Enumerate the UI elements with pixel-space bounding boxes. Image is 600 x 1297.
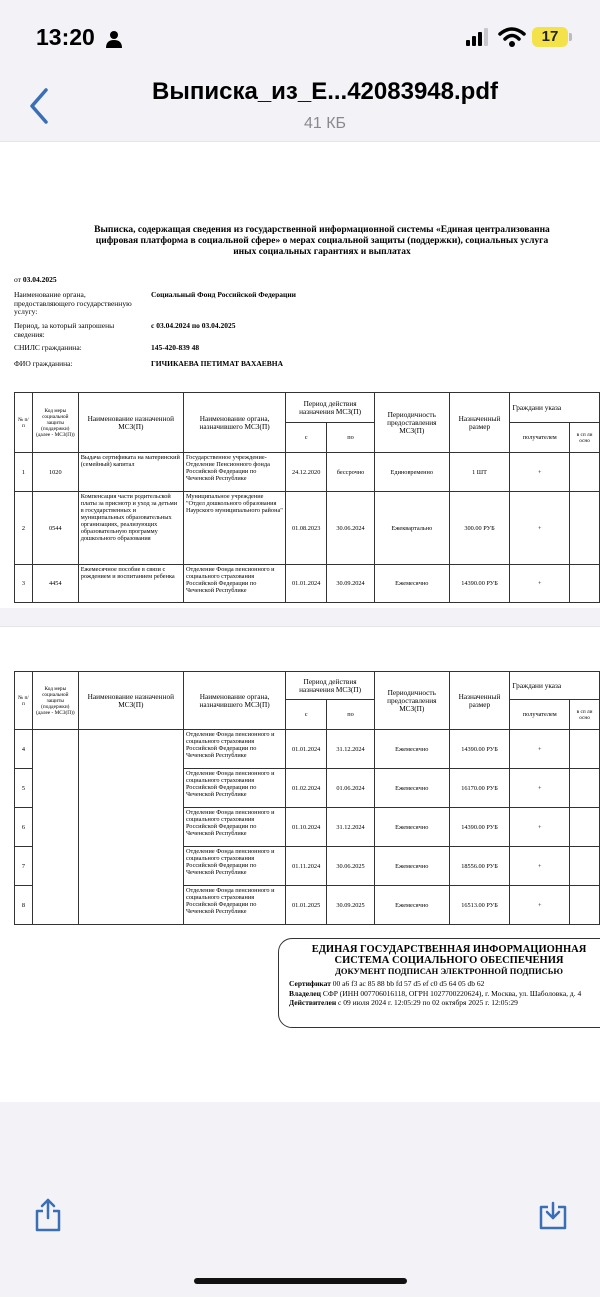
cell-code: 1020: [32, 453, 78, 492]
title-line: Выписка, содержащая сведения из государственной информационной системы «Единая централизованна: [94, 225, 550, 235]
cell-from: 24.12.2020: [286, 453, 327, 492]
cell-num: 1: [15, 453, 33, 492]
stamp-owner: Владелец СФР (ИНН 007706016118, ОГРН 1027700220624), г. Москва, ул. Шаболовка, д. 4: [289, 988, 582, 998]
cell-org: Отделение Фонда пенсионного и социального страхования Российской Федерации по Чеченской Республике: [183, 847, 285, 886]
cell-from: 01.02.2024: [286, 769, 327, 808]
measures-table-page-1: [14, 392, 600, 603]
cell-to: 31.12.2024: [327, 730, 375, 769]
battery-indicator: 17: [532, 27, 568, 47]
cell-name: Ежемесячное пособие в связи с рождением и воспитанием ребенка: [78, 565, 183, 603]
cell-periodicity: Единовременно: [374, 453, 449, 492]
header-to: по: [327, 700, 375, 730]
cell-other: [570, 769, 600, 808]
cell-amount: 14390.00 РУБ: [449, 565, 510, 603]
table-row: [15, 453, 600, 492]
cell-org: Отделение Фонда пенсионного и социального страхования Российской Федерации по Чеченской Республике: [183, 808, 285, 847]
cell-recipient: +: [510, 492, 570, 565]
download-icon[interactable]: [538, 1200, 568, 1230]
header-org: Наименование органа, назначившего МСЗ(П): [183, 393, 285, 453]
cell-to: 01.06.2024: [327, 769, 375, 808]
cell-to: 30.09.2025: [327, 886, 375, 925]
header-citizen: Граждани указа: [510, 672, 600, 700]
cell-num: 8: [15, 886, 33, 925]
header-name: Наименование назначенной МСЗ(П): [78, 393, 183, 453]
header-other: в сп ли осно: [570, 700, 600, 730]
header-period: Период действия назначения МСЗ(П): [286, 393, 375, 423]
cell-other: [570, 886, 600, 925]
header-periodicity: Периодичность предоставления МСЗ(П): [374, 393, 449, 453]
share-icon[interactable]: [34, 1198, 62, 1232]
cell-num: 5: [15, 769, 33, 808]
cell-to: 30.06.2025: [327, 847, 375, 886]
cell-code: 4454: [32, 565, 78, 603]
stamp-details: [289, 979, 599, 1008]
cell-other: [570, 453, 600, 492]
cell-name-merged: [78, 730, 183, 925]
cell-org: Отделение Фонда пенсионного и социального страхования Российской Федерации по Чеченской Республике: [183, 886, 285, 925]
header-periodicity: Периодичность предоставления МСЗ(П): [374, 672, 449, 730]
field-label-fio: ФИО гражданина:: [14, 359, 73, 368]
stamp-certificate: Сертификат 00 a6 f3 ac 85 88 bb fd 57 d5 ef c0 d5 64 05 db 62: [289, 979, 485, 988]
cell-from: 01.01.2024: [286, 565, 327, 603]
header-citizen: Граждани указа: [510, 393, 600, 423]
cell-to: 30.06.2024: [327, 492, 375, 565]
field-value-period: с 03.04.2024 по 03.04.2025: [151, 321, 236, 330]
cell-recipient: +: [510, 886, 570, 925]
wifi-icon: [498, 26, 526, 48]
cell-to: бессрочно: [327, 453, 375, 492]
cell-amount: 1 ШТ: [449, 453, 510, 492]
field-label-period: Период, за который запрошены сведения:: [14, 321, 115, 339]
cell-recipient: +: [510, 565, 570, 603]
cell-recipient: +: [510, 730, 570, 769]
header-org: Наименование органа, назначившего МСЗ(П): [183, 672, 285, 730]
header-to: по: [327, 423, 375, 453]
measures-table-page-2: [14, 671, 600, 925]
document-date: от 03.04.2025: [14, 275, 57, 284]
cell-amount: 18556.00 РУБ: [449, 847, 510, 886]
title-line: цифровая платформа в социальной сфере» о мерах социальной защиты (поддержки), социальных услуга: [95, 236, 549, 246]
cell-from: 01.01.2025: [286, 886, 327, 925]
cell-org: Муниципальное учреждение "Отдел дошкольного образования Наурского муниципального района": [183, 492, 285, 565]
header-recipient: получателем: [510, 700, 570, 730]
header-code: Код меры социальной защиты (поддержки) (далее - МСЗ(П)): [32, 672, 78, 730]
header-from: с: [286, 423, 327, 453]
cell-num: 4: [15, 730, 33, 769]
header-num: № п/п: [15, 393, 33, 453]
stamp-heading: [307, 944, 591, 966]
cell-recipient: +: [510, 769, 570, 808]
cell-to: 30.09.2024: [327, 565, 375, 603]
cell-recipient: +: [510, 808, 570, 847]
cell-from: 01.01.2024: [286, 730, 327, 769]
cell-from: 01.10.2024: [286, 808, 327, 847]
document-page-2[interactable]: [0, 626, 600, 1102]
table-row: [15, 492, 600, 565]
cell-recipient: +: [510, 453, 570, 492]
header-recipient: получателем: [510, 423, 570, 453]
cell-periodicity: Ежемесячно: [374, 847, 449, 886]
cell-code-merged: [32, 730, 78, 925]
cell-from: 01.08.2023: [286, 492, 327, 565]
cell-periodicity: Ежемесячно: [374, 808, 449, 847]
document-title: [22, 225, 600, 258]
field-value-snils: 145-420-839 48: [151, 343, 200, 352]
cell-code: 0544: [32, 492, 78, 565]
file-title: Выписка_из_Е...42083948.pdf: [152, 78, 498, 105]
stamp-valid: Действителен с 09 июля 2024 г. 12:05:29 по 02 октября 2025 г. 12:05:29: [289, 998, 518, 1007]
field-value-fio: ГИЧИКАЕВА ПЕТИМАТ ВАХАЕВНА: [151, 359, 284, 368]
header-num: № п/п: [15, 672, 33, 730]
battery-tip: [569, 33, 572, 41]
cell-org: Отделение Фонда пенсионного и социального страхования Российской Федерации по Чеченской Республике: [183, 769, 285, 808]
cell-amount: 14390.00 РУБ: [449, 730, 510, 769]
header-amount: Назначенный размер: [449, 393, 510, 453]
cell-name: Выдача сертификата на материнский (семейный) капитал: [78, 453, 183, 492]
cell-amount: 14390.00 РУБ: [449, 808, 510, 847]
cell-from: 01.11.2024: [286, 847, 327, 886]
field-value-organ: Социальный Фонд Российской Федерации: [151, 290, 296, 299]
header-name: Наименование назначенной МСЗ(П): [78, 672, 183, 730]
cell-other: [570, 808, 600, 847]
cell-periodicity: Ежемесячно: [374, 565, 449, 603]
cell-to: 31.12.2024: [327, 808, 375, 847]
cell-other: [570, 730, 600, 769]
cell-num: 3: [15, 565, 33, 603]
header-other: в сп ли осно: [570, 423, 600, 453]
file-size: 41 КБ: [303, 115, 347, 132]
electronic-signature-stamp: [278, 938, 600, 1028]
cell-other: [570, 492, 600, 565]
home-indicator[interactable]: [194, 1278, 407, 1284]
cell-periodicity: Ежемесячно: [374, 886, 449, 925]
status-time: 13:20: [36, 24, 95, 50]
field-label-snils: СНИЛС гражданина:: [14, 343, 82, 352]
cell-periodicity: Ежемесячно: [374, 769, 449, 808]
header-from: с: [286, 700, 327, 730]
cell-recipient: +: [510, 847, 570, 886]
cell-num: 6: [15, 808, 33, 847]
cell-periodicity: Ежеквартально: [374, 492, 449, 565]
header-period: Период действия назначения МСЗ(П): [286, 672, 375, 700]
field-label-organ: Наименование органа, предоставляющего государственную услугу:: [14, 290, 132, 316]
cell-num: 2: [15, 492, 33, 565]
stamp-signed-note: ДОКУМЕНТ ПОДПИСАН ЭЛЕКТРОННОЙ ПОДПИСЬЮ: [335, 966, 563, 976]
cell-amount: 16170.00 РУБ: [449, 769, 510, 808]
header-code: Код меры социальной защиты (поддержки) (далее - МСЗ(П)): [32, 393, 78, 453]
cell-org: Отделение Фонда пенсионного и социального страхования Российской Федерации по Чеченской Республике: [183, 565, 285, 603]
title-line: иных социальных гарантиях и выплатах: [233, 247, 411, 257]
cellular-signal-icon: [466, 28, 490, 46]
cell-periodicity: Ежемесячно: [374, 730, 449, 769]
cell-org: Отделение Фонда пенсионного и социального страхования Российской Федерации по Чеченской Республике: [183, 730, 285, 769]
person-icon: [106, 30, 122, 48]
document-page-1[interactable]: [0, 141, 600, 608]
table-row: [15, 565, 600, 603]
cell-other: [570, 565, 600, 603]
cell-num: 7: [15, 847, 33, 886]
table-row: [15, 730, 600, 769]
cell-org: Государственное учреждение-Отделение Пенсионного фонда Российской Федерации по Чеченской Республике: [183, 453, 285, 492]
cell-other: [570, 847, 600, 886]
stamp-line: СИСТЕМА СОЦИАЛЬНОГО ОБЕСПЕЧЕНИЯ: [334, 955, 564, 966]
cell-name: Компенсация части родительской платы за присмотр и уход за детьми в государственных и муниципальных образовательных организациях, реализующих образовательную программу дошкольного образования: [78, 492, 183, 565]
cell-amount: 16513.00 РУБ: [449, 886, 510, 925]
header-amount: Назначенный размер: [449, 672, 510, 730]
cell-amount: 300.00 РУБ: [449, 492, 510, 565]
stamp-line: ЕДИНАЯ ГОСУДАРСТВЕННАЯ ИНФОРМАЦИОННАЯ: [311, 944, 587, 955]
